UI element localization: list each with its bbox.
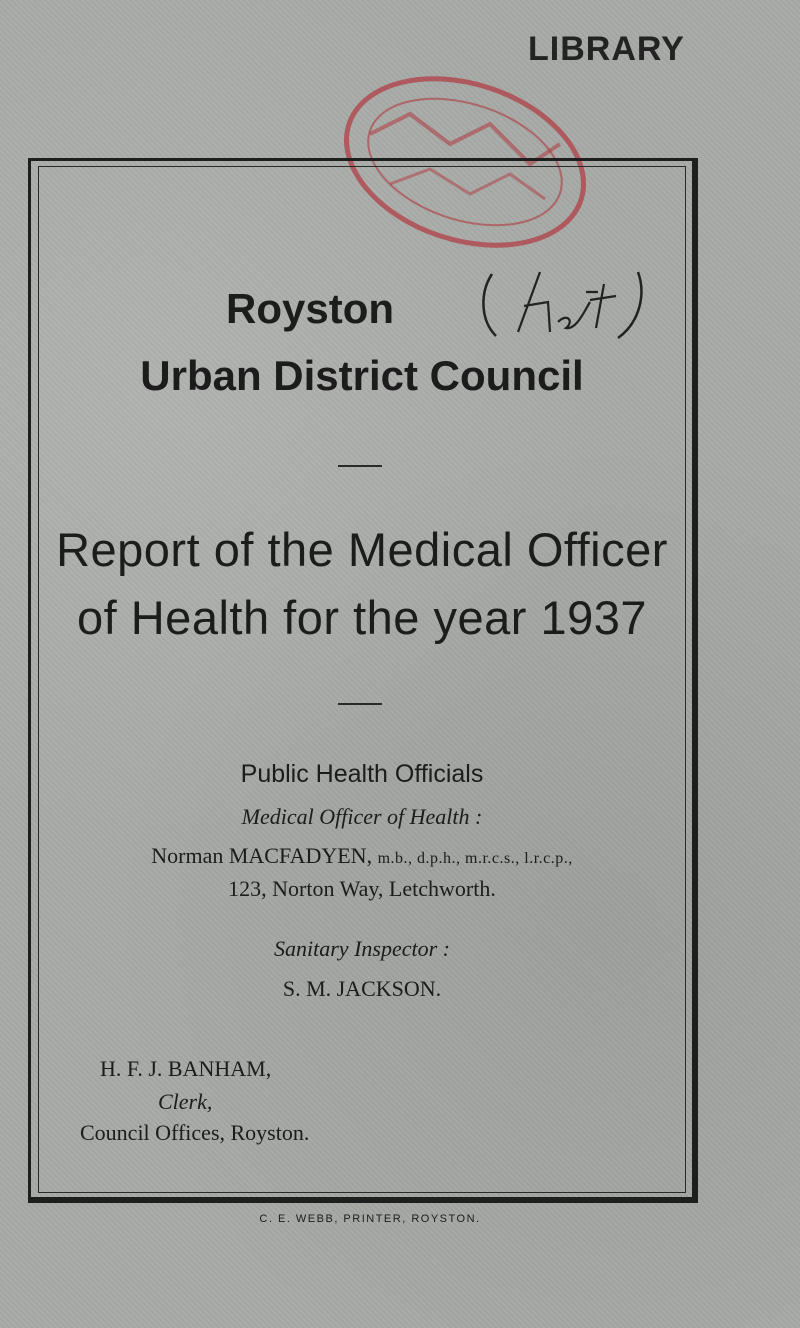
moh-name: Norman MACFADYEN, xyxy=(151,843,373,868)
handwritten-herts-mark xyxy=(478,262,648,342)
clerk-name: H. F. J. BANHAM, xyxy=(100,1056,272,1081)
title-royston: Royston xyxy=(226,285,394,332)
moh-line xyxy=(38,843,686,869)
clerk-address: Council Offices, Royston. xyxy=(80,1120,310,1145)
clerk-title: Clerk, xyxy=(158,1089,213,1114)
svg-text:Herts: Herts xyxy=(478,262,481,263)
moh-qualifications: m.b., d.p.h., m.r.c.s., l.r.c.p., xyxy=(377,850,573,867)
report-title-line-2: of Health for the year 1937 xyxy=(76,591,648,644)
printer-imprint: C. E. WEBB, PRINTER, ROYSTON. xyxy=(259,1213,481,1225)
inspector-role: Sanitary Inspector : xyxy=(274,936,450,961)
divider-2 xyxy=(338,703,382,705)
moh-address: 123, Norton Way, Letchworth. xyxy=(228,876,496,901)
title-urban-district-council: Urban District Council xyxy=(140,352,584,399)
library-label: LIBRARY xyxy=(528,30,685,68)
inspector-name: S. M. JACKSON. xyxy=(282,976,442,1001)
officials-heading: Public Health Officials xyxy=(240,760,484,788)
divider-1 xyxy=(338,465,382,467)
report-title-line-1: Report of the Medical Officer xyxy=(56,523,668,576)
moh-role: Medical Officer of Health : xyxy=(241,804,483,829)
